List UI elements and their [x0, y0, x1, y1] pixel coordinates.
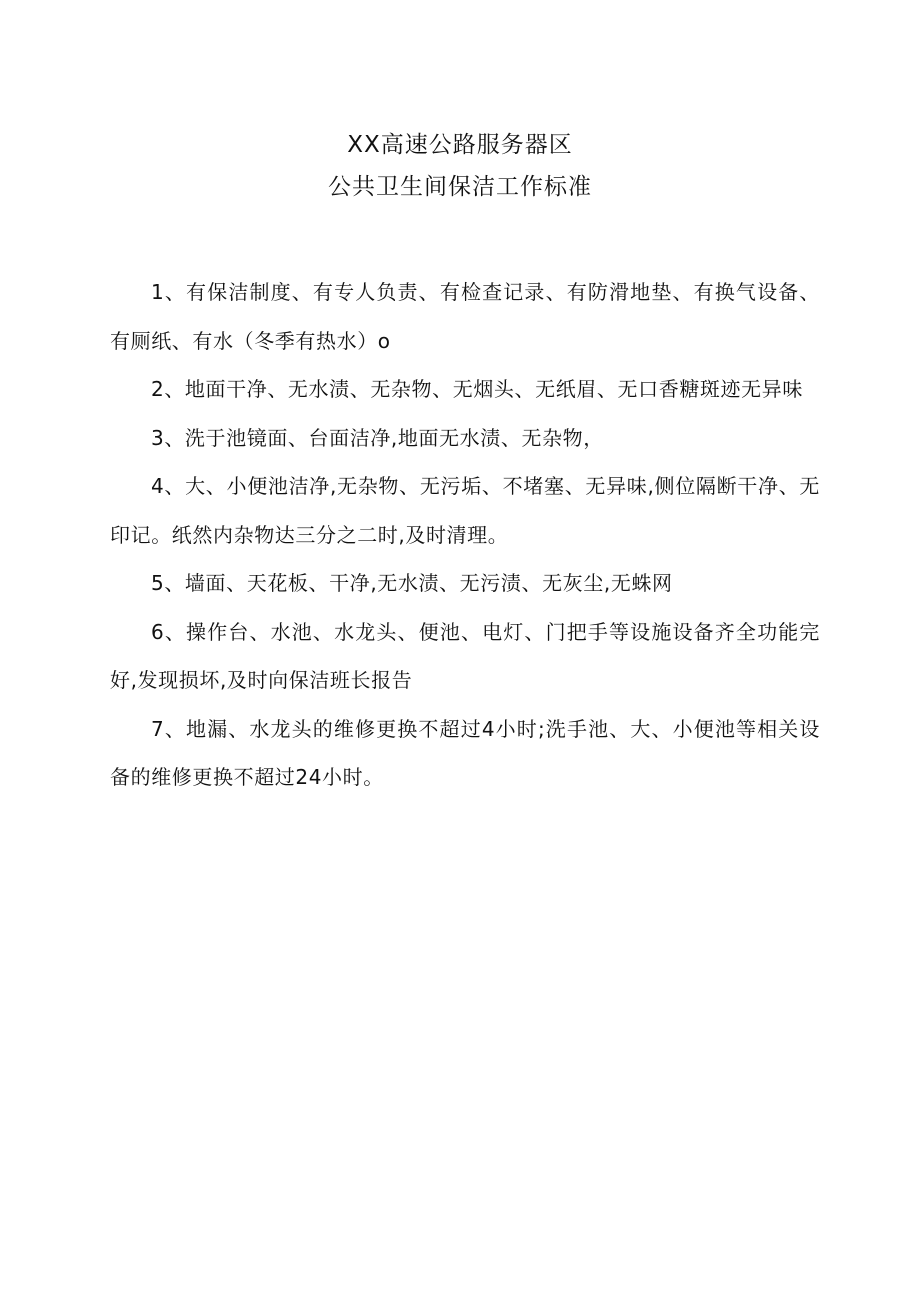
list-item: 7、地漏、水龙头的维修更换不超过4小时;洗手池、大、小便池等相关设备的维修更换不超过24小时。	[110, 716, 820, 789]
list-item: 1、有保洁制度、有专人负责、有检查记录、有防滑地垫、有换气设备、有厕纸、有水（冬季有热水）o	[110, 280, 820, 353]
list-item: 3、洗于池镜面、台面洁净,地面无水渍、无杂物，	[151, 425, 604, 450]
document-subtitle: 公共卫生间保洁工作标准	[328, 174, 592, 200]
title-block	[0, 124, 920, 208]
list-item: 5、墙面、天花板、干净,无水渍、无污渍、无灰尘,无蛛网	[151, 571, 673, 595]
list-item: 2、地面干净、无水渍、无杂物、无烟头、无纸眉、无口香糖斑迹无异味	[151, 377, 803, 401]
list-item: 4、大、小便池洁净,无杂物、无污垢、不堵塞、无异味,侧位隔断干净、无印记。纸然内杂物达三分之二时,及时清理。	[110, 474, 820, 547]
standards-list	[110, 268, 820, 802]
list-item: 6、操作台、水池、水龙头、便池、电灯、门把手等设施设备齐全功能完好,发现损坏,及时向保洁班长报告	[110, 619, 820, 692]
document-title: XX高速公路服务器区	[347, 132, 573, 158]
